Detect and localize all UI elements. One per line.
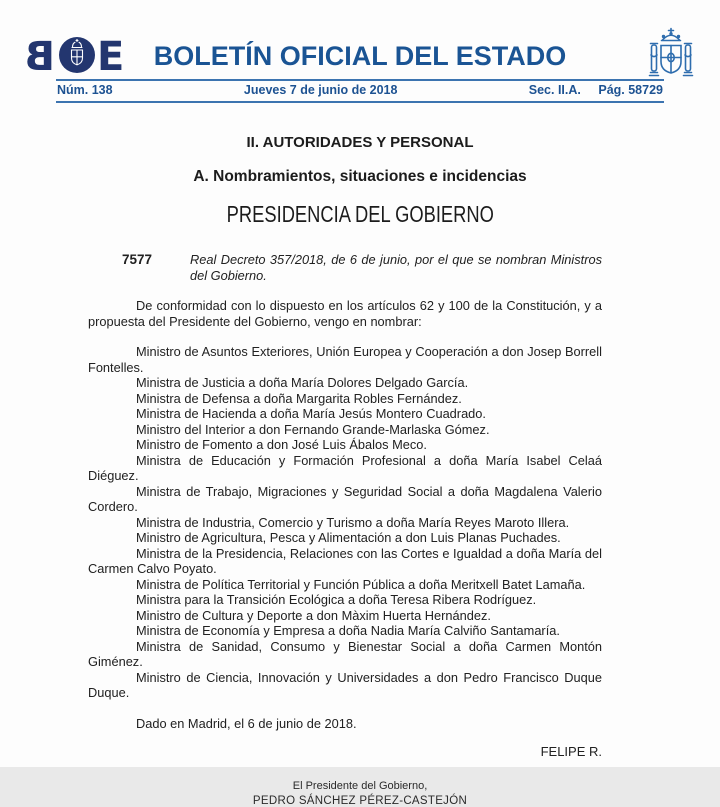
appointment-line: Ministra de Trabajo, Migraciones y Seguridad Social a doña Magdalena Valerio Cordero. bbox=[88, 483, 602, 514]
appointment-line: Ministra de Justicia a doña María Dolores Delgado García. bbox=[136, 375, 469, 390]
appointment-line: Ministra de Política Territorial y Función Pública a doña Meritxell Batet Lamaña. bbox=[136, 576, 586, 592]
decree-summary: Real Decreto 357/2018, de 6 de junio, por el que se nombran Ministros del Gobierno. bbox=[190, 252, 602, 283]
royal-signature: FELIPE R. bbox=[540, 744, 602, 759]
appointment-line: Ministra de Economía y Empresa a doña Nadia María Calviño Santamaría. bbox=[136, 623, 560, 638]
svg-text:E: E bbox=[97, 34, 125, 80]
countersignature-role: El Presidente del Gobierno, bbox=[292, 779, 428, 792]
department-heading bbox=[0, 201, 720, 228]
issue-number: Núm. 138 bbox=[57, 83, 113, 97]
countersignature-name: PEDRO SÁNCHEZ PÉREZ-CASTEJÓN bbox=[252, 794, 468, 807]
gazette-title: BOLETÍN OFICIAL DEL ESTADO bbox=[153, 41, 567, 71]
appointments-list bbox=[88, 344, 602, 701]
header-divider-top bbox=[56, 79, 664, 81]
countersignature-block bbox=[0, 780, 720, 807]
section-heading: II. AUTORIDADES Y PERSONAL bbox=[246, 134, 474, 151]
appointment-line: Ministra de Hacienda a doña María Jesús Montero Cuadrado. bbox=[136, 406, 486, 421]
appointment-line: Ministro del Interior a don Fernando Grande-Marlaska Gómez. bbox=[136, 421, 490, 437]
appointment-line: Ministra para la Transición Ecológica a doña Teresa Ribera Rodríguez. bbox=[136, 592, 537, 607]
appointment-line: Ministro de Cultura y Deporte a don Màxim Huerta Hernández. bbox=[136, 607, 491, 623]
appointment-line: Ministra de Sanidad, Consumo y Bienestar Social a doña Carmen Montón Giménez. bbox=[88, 638, 602, 669]
document-body bbox=[0, 134, 720, 807]
masthead bbox=[0, 0, 720, 105]
department-heading-text: PRESIDENCIA DEL GOBIERNO bbox=[226, 201, 494, 227]
section-page-group bbox=[529, 83, 663, 97]
appointment-line: Ministro de Ciencia, Innovación y Universidades a don Pedro Francisco Duque Duque. bbox=[88, 669, 602, 700]
appointment-line: Ministra de Educación y Formación Profesional a doña María Isabel Celaá Diéguez. bbox=[88, 452, 602, 483]
decree-number: 7577 bbox=[122, 252, 153, 267]
issue-meta-row bbox=[57, 83, 663, 97]
closing-line: Dado en Madrid, el 6 de junio de 2018. bbox=[136, 715, 357, 731]
appointment-line: Ministra de Defensa a doña Margarita Robles Fernández. bbox=[136, 390, 462, 406]
decree-content bbox=[0, 252, 720, 760]
appointment-line: Ministro de Fomento a don José Luis Ábalos Meco. bbox=[136, 437, 427, 452]
decree-header bbox=[88, 252, 602, 283]
section-label: Sec. II.A. bbox=[528, 83, 581, 97]
issue-date: Jueves 7 de junio de 2018 bbox=[243, 83, 398, 97]
appointment-line: Ministra de la Presidencia, Relaciones con las Cortes e Igualdad a doña María del Carmen Calvo Poyato. bbox=[88, 545, 602, 576]
appointment-line: Ministro de Asuntos Exteriores, Unión Europea y Cooperación a don Josep Borrell Fontelles. bbox=[88, 344, 602, 375]
subsection-heading: A. Nombramientos, situaciones e incidencias bbox=[193, 168, 527, 185]
intro-paragraph: De conformidad con lo dispuesto en los artículos 62 y 100 de la Constitución, y a propuesta del Presidente del Gobierno, vengo en nombrar: bbox=[88, 298, 602, 329]
appointment-line: Ministro de Agricultura, Pesca y Alimentación a don Luis Planas Puchades. bbox=[136, 530, 561, 545]
svg-text:B: B bbox=[24, 34, 55, 80]
header-divider-bottom bbox=[56, 101, 664, 103]
page-number: Pág. 58729 bbox=[598, 83, 663, 97]
appointment-line: Ministra de Industria, Comercio y Turismo a doña María Reyes Maroto Illera. bbox=[136, 514, 570, 530]
